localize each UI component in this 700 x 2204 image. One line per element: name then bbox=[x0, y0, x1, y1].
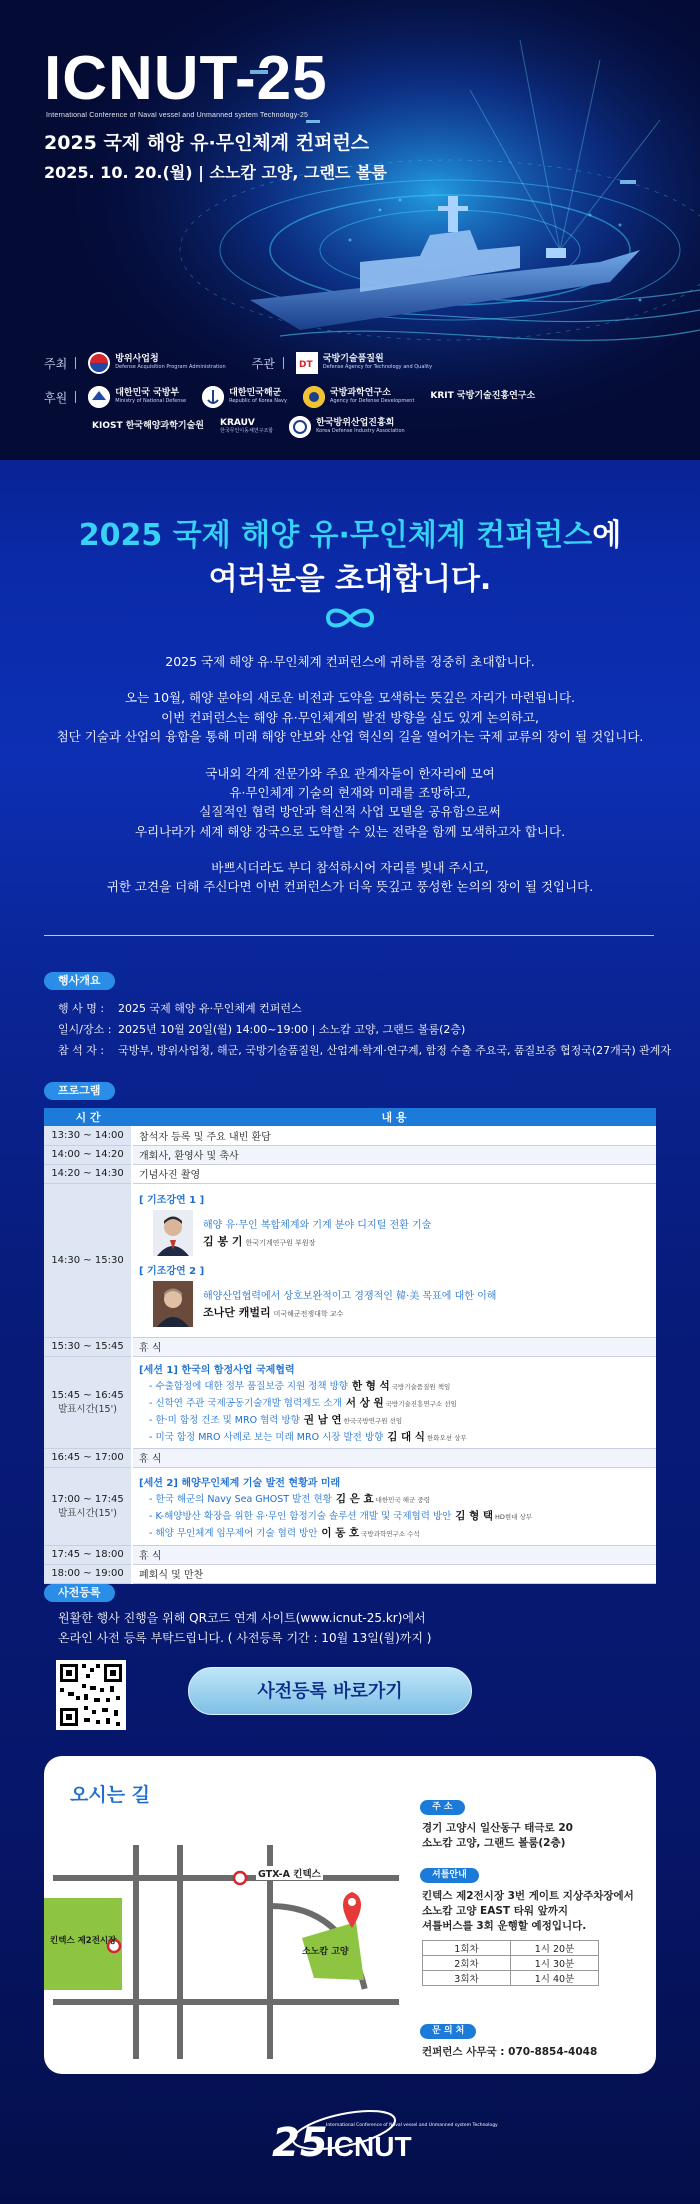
session-item bbox=[149, 1378, 656, 1395]
invitation-line: 첨단 기술과 산업의 융합을 통해 미래 해양 안보와 산업 혁신의 길을 열어가는 국제 교류의 장이 될 것입니다. bbox=[56, 729, 644, 745]
invitation-paragraph: 2025 국제 해양 유·무인체계 컨퍼런스에 귀하를 정중히 초대합니다. bbox=[165, 654, 535, 669]
table-row-keynote bbox=[44, 1183, 656, 1337]
overview-list bbox=[58, 998, 671, 1061]
sponsor-row-2 bbox=[92, 416, 421, 438]
presenter-name: 김 은 효 bbox=[335, 1492, 374, 1505]
sponsor-name: KIOST 한국해양과학기술원 bbox=[92, 421, 204, 432]
row-time: 15:30 ~ 15:45 bbox=[44, 1337, 132, 1356]
invitation-line: 실질적인 협력 방안과 혁신적 사업 모델을 공유함으로써 bbox=[199, 804, 501, 820]
shuttle-block bbox=[420, 1862, 640, 1986]
table-row bbox=[44, 1126, 656, 1145]
invitation-line: 우리나라가 세계 해양 강국으로 도약할 수 있는 전략을 함께 모색하고자 합니다. bbox=[134, 823, 566, 839]
dapa-emblem-icon bbox=[88, 352, 110, 374]
session-topic: - 신학연 주관 국제공동기술개발 협력제도 소개 bbox=[149, 1398, 342, 1409]
table-row bbox=[44, 1448, 656, 1467]
sponsor-sub: Republic of Korea Navy bbox=[229, 398, 287, 405]
mnd-logo bbox=[88, 386, 186, 408]
registration-line: 원활한 행사 진행을 위해 QR코드 연계 사이트(www.icnut-25.kr)에서 bbox=[58, 1611, 426, 1625]
infinity-icon bbox=[322, 606, 378, 630]
row-time: 14:00 ~ 14:20 bbox=[44, 1145, 132, 1164]
row-content bbox=[132, 1467, 656, 1545]
overview-key: 행 사 명 : bbox=[58, 1002, 105, 1015]
invitation-paragraph bbox=[0, 764, 700, 842]
footer-logo-number: 25 bbox=[272, 2120, 328, 2166]
footer-logo-text: ICNUT bbox=[326, 2131, 412, 2162]
table-row-session bbox=[44, 1356, 656, 1448]
shuttle-schedule bbox=[422, 1940, 599, 1986]
session-item bbox=[149, 1508, 656, 1525]
invitation-paragraph bbox=[0, 688, 700, 746]
session-duration: 발표시간(15') bbox=[58, 1507, 117, 1519]
program-label: 프로그램 bbox=[44, 1082, 115, 1100]
table-row bbox=[44, 1164, 656, 1183]
table-row bbox=[44, 1564, 656, 1583]
table-row bbox=[44, 1545, 656, 1564]
schedule-run: 2회차 bbox=[423, 1956, 511, 1971]
session-topic: - 수출함정에 대한 정부 품질보증 지원 정책 방향 bbox=[149, 1381, 348, 1392]
row-content: 기념사진 촬영 bbox=[132, 1164, 656, 1183]
presenter-name: 권 남 연 bbox=[303, 1414, 342, 1426]
schedule-time: 1시 30분 bbox=[511, 1956, 599, 1971]
schedule-row bbox=[423, 1971, 599, 1986]
row-time: 14:30 ~ 15:30 bbox=[44, 1183, 132, 1337]
contact-text: 컨퍼런스 사무국 : 070-8854-4048 bbox=[422, 2046, 598, 2058]
schedule-run: 3회차 bbox=[423, 1971, 511, 1986]
sponsor-label: 후원 bbox=[44, 390, 68, 405]
host-name: 방위사업청 bbox=[115, 354, 159, 365]
avatar bbox=[153, 1210, 193, 1256]
presenter-affiliation: 대한민국 해군 중령 bbox=[375, 1495, 430, 1504]
header-content: 내 용 bbox=[132, 1108, 656, 1126]
divider bbox=[75, 391, 76, 403]
overview-label: 행사개요 bbox=[44, 972, 115, 990]
session-duration: 발표시간(15') bbox=[58, 1403, 117, 1415]
address-line: 경기 고양시 일산동구 태극로 20 bbox=[422, 1822, 573, 1834]
host-sub: Defense Acquisition Program Administration bbox=[115, 364, 226, 371]
station-marker-icon bbox=[234, 1872, 246, 1884]
session-item bbox=[149, 1491, 656, 1508]
manager-name: 국방기술품질원 bbox=[322, 354, 384, 365]
add-emblem-icon bbox=[303, 386, 325, 408]
speaker-name: 조나단 캐벌리 bbox=[203, 1306, 271, 1319]
row-time: 18:00 ~ 19:00 bbox=[44, 1564, 132, 1583]
header-time: 시 간 bbox=[44, 1108, 132, 1126]
avatar bbox=[153, 1281, 193, 1327]
sponsor-name: 대한민국 국방부 bbox=[115, 388, 180, 399]
add-logo bbox=[303, 386, 414, 408]
row-content bbox=[132, 1183, 656, 1337]
row-content: 참석자 등록 및 주요 내빈 환담 bbox=[132, 1126, 656, 1145]
shuttle-line: 킨텍스 제2전시장 3번 게이트 지상주차장에서 bbox=[422, 1890, 634, 1902]
schedule-time: 1시 40분 bbox=[511, 1971, 599, 1986]
table-row bbox=[44, 1337, 656, 1356]
invitation-line: 바쁘시더라도 부디 참석하시어 자리를 빛내 주시고, bbox=[211, 860, 489, 875]
registration-text bbox=[58, 1608, 431, 1648]
table-row-session bbox=[44, 1467, 656, 1545]
manager-sub: Defense Agency for Technology and Quality bbox=[322, 364, 433, 371]
sponsor-sub: Korea Defense Industry Association bbox=[316, 428, 405, 435]
row-time: 16:45 ~ 17:00 bbox=[44, 1448, 132, 1467]
session-time: 17:00 ~ 17:45 bbox=[51, 1493, 124, 1505]
contact-block bbox=[420, 2018, 640, 2060]
overview-value: 2025년 10월 20일(월) 14:00~19:00 | 소노캄 고양, 그랜드 볼룸(2층) bbox=[118, 1023, 466, 1036]
dtaq-logo bbox=[296, 352, 432, 374]
map-label-venue: 소노캄 고양 bbox=[302, 1947, 349, 1957]
qr-code[interactable] bbox=[56, 1660, 126, 1730]
session-title: [세션 1] 한국의 함정사업 국제협력 bbox=[139, 1365, 295, 1376]
schedule-row bbox=[423, 1941, 599, 1956]
session-item bbox=[149, 1429, 656, 1446]
footer-logo bbox=[266, 2100, 498, 2170]
location-card bbox=[44, 1756, 656, 2074]
row-content: 개회사, 환영사 및 축사 bbox=[132, 1145, 656, 1164]
dapa-logo bbox=[88, 352, 225, 374]
sponsor-name: 한국방위산업진흥회 bbox=[316, 418, 395, 429]
sponsor-name: 국방과학연구소 bbox=[329, 388, 391, 399]
speaker-topic: 해양산업협력에서 상호보완적이고 경쟁적인 韓·美 목표에 대한 이해 bbox=[203, 1291, 497, 1302]
invitation-paragraph bbox=[0, 858, 700, 897]
overview-row bbox=[58, 1019, 671, 1040]
map-pin-icon bbox=[343, 1892, 361, 1928]
session-item bbox=[149, 1525, 656, 1542]
map-label-kintex: 킨텍스 제2전시장 bbox=[50, 1936, 117, 1946]
sponsor-sub: 한국무인이동체연구조합 bbox=[219, 428, 274, 435]
divider bbox=[75, 357, 76, 369]
sponsor-row bbox=[44, 386, 551, 408]
presenter-affiliation: HD현대 상무 bbox=[495, 1512, 533, 1521]
registration-label: 사전등록 bbox=[44, 1584, 115, 1602]
shuttle-line: 소노캄 고양 EAST 타워 앞까지 bbox=[422, 1905, 569, 1917]
overview-value: 국방부, 방위사업청, 해군, 국방기술품질원, 산업계·학계·연구계, 함정 수출 주요국, 품질보증 협정국(27개국) 관계자 bbox=[118, 1044, 672, 1057]
invitation-line: 이번 컨퍼런스는 해양 유·무인체계의 발전 방향을 심도 있게 논의하고, bbox=[161, 709, 539, 725]
invitation-heading-suffix: 에 bbox=[592, 518, 622, 553]
session-time: 15:45 ~ 16:45 bbox=[51, 1389, 124, 1401]
table-header bbox=[44, 1108, 656, 1126]
row-time bbox=[44, 1467, 132, 1545]
sponsor-sub: Ministry of National Defense bbox=[115, 398, 187, 405]
address-block bbox=[420, 1794, 640, 1851]
invitation-heading-highlight: 2025 국제 해양 유·무인체계 컨퍼런스 bbox=[78, 518, 593, 553]
host-row bbox=[44, 352, 448, 374]
presenter-name: 김 형 택 bbox=[455, 1509, 494, 1522]
presenter-affiliation: 국방기술품질원 책임 bbox=[391, 1383, 451, 1391]
speaker-topic: 해양 유·무인 복합체계와 기계 분야 디지털 전환 기술 bbox=[203, 1220, 432, 1231]
dtaq-emblem-icon bbox=[296, 352, 318, 374]
registration-line: 온라인 사전 등록 부탁드립니다. ( 사전등록 기간 : 10월 13일(월)까지 ) bbox=[58, 1631, 432, 1645]
navy-logo bbox=[202, 386, 287, 408]
kdia-logo bbox=[289, 416, 405, 438]
location-title: 오시는 길 bbox=[70, 1784, 151, 1806]
invitation-line: 귀한 고견을 더해 주신다면 이번 컨퍼런스가 더욱 뜻깊고 풍성한 논의의 장이 될 것입니다. bbox=[106, 879, 594, 895]
schedule-run: 1회차 bbox=[423, 1941, 511, 1956]
session-topic: - 한·미 함정 건조 및 MRO 협력 방향 bbox=[149, 1415, 300, 1426]
event-title-kr: 2025 국제 해양 유·무인체계 컨퍼런스 bbox=[44, 132, 370, 154]
manager-label: 주관 bbox=[251, 356, 275, 371]
sponsor-name: KRIT 국방기술진흥연구소 bbox=[430, 391, 536, 402]
host-label: 주최 bbox=[44, 356, 68, 371]
speaker-name: 김 봉 기 bbox=[203, 1235, 243, 1248]
keynote-tag: [ 기조강연 2 ] bbox=[139, 1265, 205, 1277]
speaker bbox=[153, 1281, 656, 1327]
hero-banner bbox=[0, 0, 700, 460]
session-item bbox=[149, 1395, 656, 1412]
session-topic: - 한국 해군의 Navy Sea GHOST 발전 현황 bbox=[149, 1493, 332, 1505]
row-content bbox=[132, 1356, 656, 1448]
overview-key: 참 석 자 : bbox=[58, 1044, 105, 1057]
shuttle-tag: 셔틀안내 bbox=[420, 1868, 479, 1883]
presenter-affiliation: 국방과학연구소 수석 bbox=[361, 1529, 420, 1538]
sponsor-sub: Agency for Defense Development bbox=[329, 398, 415, 405]
registration-button[interactable]: 사전등록 바로가기 bbox=[188, 1667, 472, 1715]
program-table bbox=[44, 1108, 656, 1584]
session-topic: - 미국 함정 MRO 사례로 보는 미래 MRO 시장 발전 방향 bbox=[149, 1432, 384, 1443]
kiost-logo bbox=[92, 422, 204, 432]
session-topic: - K-해양방산 확장을 위한 유·무인 함정기술 솔루션 개발 및 국제협력 방안 bbox=[149, 1510, 452, 1522]
invitation-line: 오는 10월, 해양 분야의 새로운 비전과 도약을 모색하는 뜻깊은 자리가 마련됩니다. bbox=[125, 690, 575, 706]
kdia-emblem-icon bbox=[289, 416, 311, 438]
keynote-tag: [ 기조강연 1 ] bbox=[139, 1194, 205, 1206]
row-content: 폐회식 및 만찬 bbox=[132, 1564, 656, 1583]
map-label-station: GTX-A 킨텍스 bbox=[256, 1866, 323, 1880]
invitation-heading-line2: 여러분을 초대합니다. bbox=[208, 561, 492, 597]
row-time bbox=[44, 1356, 132, 1448]
overview-row bbox=[58, 1040, 671, 1061]
speaker bbox=[153, 1210, 656, 1256]
sponsor-name: KRAUV bbox=[219, 418, 255, 429]
row-time: 14:20 ~ 14:30 bbox=[44, 1164, 132, 1183]
overview-value: 2025 국제 해양 유·무인체계 컨퍼런스 bbox=[118, 1002, 302, 1015]
row-content: 휴 식 bbox=[132, 1448, 656, 1467]
presenter-affiliation: 한화오션 상무 bbox=[426, 1434, 467, 1442]
divider bbox=[283, 357, 284, 369]
schedule-row bbox=[423, 1956, 599, 1971]
event-logo-subtitle: International Conference of Naval vessel and Unmanned system Technology-25 bbox=[46, 112, 309, 119]
address-line: 소노캄 고양, 그랜드 볼룸(2층) bbox=[422, 1837, 566, 1849]
shuttle-line: 셔틀버스를 3회 운행할 예정입니다. bbox=[422, 1920, 587, 1932]
row-time: 13:30 ~ 14:00 bbox=[44, 1126, 132, 1145]
invitation-body bbox=[0, 652, 700, 914]
presenter-name: 이 동 호 bbox=[321, 1526, 360, 1539]
krauv-logo bbox=[220, 419, 273, 434]
presenter-affiliation: 한국국방연구원 선임 bbox=[343, 1417, 403, 1425]
overview-key: 일시/장소 : bbox=[58, 1023, 112, 1036]
navy-emblem-icon bbox=[202, 386, 224, 408]
session-topic: - 해양 무인체계 임무제어 기술 협력 방안 bbox=[149, 1527, 318, 1539]
footer-logo-sub: International Conference of Naval vessel and Unmanned system Technology bbox=[326, 2123, 498, 2128]
speaker-affiliation: 미국해군전쟁대학 교수 bbox=[273, 1310, 344, 1318]
sponsor-name: 대한민국해군 bbox=[229, 388, 282, 399]
krit-logo bbox=[430, 392, 535, 402]
invitation-line: 유·무인체계 기술의 현재와 미래를 조망하고, bbox=[229, 784, 471, 800]
overview-row bbox=[58, 998, 671, 1019]
address-tag: 주 소 bbox=[420, 1800, 465, 1815]
presenter-name: 한 형 석 bbox=[351, 1380, 390, 1392]
invitation-line: 국내외 각계 전문가와 주요 관계자들이 한자리에 모여 bbox=[205, 765, 495, 781]
svg-text:DT: DT bbox=[298, 360, 313, 370]
mnd-emblem-icon bbox=[88, 386, 110, 408]
row-content: 휴 식 bbox=[132, 1337, 656, 1356]
contact-tag: 문 의 처 bbox=[420, 2024, 476, 2039]
presenter-name: 서 상 원 bbox=[345, 1397, 384, 1409]
invitation-heading bbox=[0, 514, 700, 601]
session-item bbox=[149, 1412, 656, 1429]
speaker-affiliation: 한국기계연구원 부원장 bbox=[245, 1239, 316, 1247]
presenter-name: 김 대 식 bbox=[387, 1431, 425, 1443]
presenter-affiliation: 국방기술진흥연구소 선임 bbox=[385, 1400, 457, 1408]
session-title: [세션 2] 해양무인체계 기술 발전 현황과 미래 bbox=[139, 1477, 341, 1489]
event-date-venue: 2025. 10. 20.(월) | 소노캄 고양, 그랜드 볼룸 bbox=[44, 163, 387, 182]
section-divider bbox=[44, 935, 654, 936]
row-content: 휴 식 bbox=[132, 1545, 656, 1564]
event-logo: ICNUT-25 bbox=[44, 44, 328, 113]
schedule-time: 1시 20분 bbox=[511, 1941, 599, 1956]
row-time: 17:45 ~ 18:00 bbox=[44, 1545, 132, 1564]
table-row bbox=[44, 1145, 656, 1164]
